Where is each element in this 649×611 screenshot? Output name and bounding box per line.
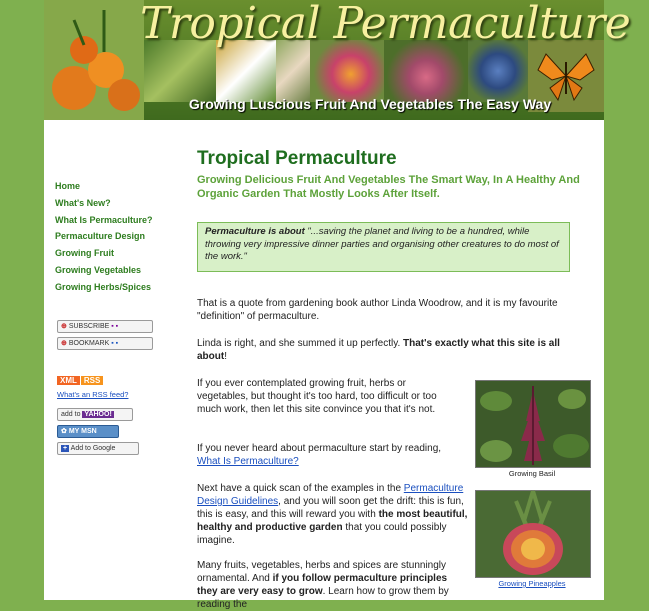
banner-photo-4 bbox=[310, 40, 384, 102]
banner-photo-6 bbox=[468, 40, 528, 102]
subscribe-label: SUBSCRIBE bbox=[68, 323, 110, 330]
nav-home[interactable]: Home bbox=[55, 181, 81, 191]
design-text-b: , and you will soon get the drift: this is fun, this is easy, and this will reward you with bbox=[197, 496, 464, 520]
banner-photo-1 bbox=[144, 40, 216, 102]
xml-rss-badge[interactable] bbox=[57, 375, 113, 386]
xml-badge: XML bbox=[57, 376, 80, 385]
design-text-a: Next have a quick scan of the examples in the bbox=[197, 483, 404, 494]
garden-bold: the most beautiful, healthy and productive garden bbox=[197, 509, 468, 533]
my-msn-button[interactable] bbox=[57, 425, 119, 438]
add-to-label: add to bbox=[61, 411, 81, 418]
basil-caption: Growing Basil bbox=[508, 469, 556, 478]
growing-pineapples-link[interactable]: Growing Pineapples bbox=[498, 579, 566, 588]
sidebar bbox=[55, 178, 195, 296]
paragraph-ornamental bbox=[197, 559, 459, 611]
plus-icon: ⊕ bbox=[61, 340, 67, 347]
pineapple-caption bbox=[475, 579, 589, 588]
add-to-google-label: Add to Google bbox=[70, 445, 116, 452]
nav-whats-new[interactable]: What's New? bbox=[55, 197, 111, 208]
nav-growing-fruit[interactable]: Growing Fruit bbox=[55, 248, 114, 259]
site-purpose-bold: That's exactly what this site is all about bbox=[197, 338, 560, 362]
rss-help-link[interactable]: What's an RSS feed? bbox=[57, 390, 129, 399]
nav-permaculture-design[interactable]: Permaculture Design bbox=[55, 231, 146, 242]
paragraph-quote-source: That is a quote from gardening book author Linda Woodrow, and it is my favourite "definition" of permaculture. bbox=[197, 298, 558, 322]
banner-title: Tropical Permaculture bbox=[140, 0, 631, 49]
page-container bbox=[44, 0, 631, 610]
page-subtitle: Growing Delicious Fruit And Vegetables The Smart Way, In A Healthy And Organic Garden That Mostly Looks After Itself. bbox=[197, 174, 580, 200]
design-guidelines-link[interactable]: Permaculture Design Guidelines bbox=[197, 483, 464, 507]
my-msn-label: MY MSN bbox=[68, 428, 97, 435]
plus-box-icon: + bbox=[63, 445, 68, 452]
paragraph-design-guidelines bbox=[197, 482, 469, 547]
quote-box bbox=[197, 222, 570, 272]
plus-icon: ⊕ bbox=[61, 323, 67, 330]
exclamation: ! bbox=[224, 351, 227, 362]
subscribe-button[interactable] bbox=[57, 320, 153, 333]
nav-growing-vegetables[interactable]: Growing Vegetables bbox=[55, 264, 142, 275]
paragraph-never-heard bbox=[197, 442, 459, 468]
feed-services-icon: ▪ ▪ bbox=[111, 323, 119, 330]
basil-photo[interactable] bbox=[475, 380, 591, 468]
bookmark-services-icon: ▪ ▪ bbox=[111, 340, 119, 347]
what-is-permaculture-link[interactable]: What Is Permaculture? bbox=[197, 456, 299, 467]
quote-text: "...saving the planet and living to be a hundred, while throwing very impressive dinner parties and organising other creatures to do most of the work." bbox=[205, 226, 559, 262]
banner-photo-2 bbox=[216, 40, 276, 102]
nav-growing-herbs-spices[interactable]: Growing Herbs/Spices bbox=[55, 281, 152, 292]
bookmark-label: BOOKMARK bbox=[68, 340, 110, 347]
site-banner bbox=[44, 0, 631, 120]
yahoo-logo: YAHOO! bbox=[84, 411, 112, 418]
quote-lead: Permaculture is about bbox=[205, 226, 305, 237]
page-title: Tropical Permaculture bbox=[197, 148, 397, 169]
ornamental-text-b: . Learn how to grow them by reading the bbox=[197, 586, 449, 610]
ornamental-text-a: Many fruits, vegetables, herbs and spices are stunningly ornamental. And bbox=[197, 560, 447, 584]
paragraph-linda-right bbox=[197, 337, 580, 363]
add-to-google-button[interactable] bbox=[57, 442, 139, 455]
banner-photo-5 bbox=[384, 40, 468, 102]
never-heard-text: If you never heard about permaculture start by reading, bbox=[197, 443, 442, 454]
rss-badge: RSS bbox=[81, 376, 103, 385]
linda-text: Linda is right, and she summed it up perfectly. bbox=[197, 338, 404, 349]
banner-tomatoes-image bbox=[44, 0, 144, 120]
add-to-yahoo-button[interactable] bbox=[57, 408, 133, 421]
banner-tagline: Growing Luscious Fruit And Vegetables The Easy Way bbox=[188, 96, 552, 112]
banner-photo-3 bbox=[276, 40, 310, 102]
design-text-c: that you could possibly imagine. bbox=[197, 522, 447, 546]
pineapple-photo[interactable] bbox=[475, 490, 591, 578]
easy-grow-bold: if you follow permaculture principles they are very easy to grow bbox=[197, 573, 448, 597]
msn-butterfly-icon: ✿ bbox=[61, 428, 67, 435]
paragraph-contemplated: If you ever contemplated growing fruit, herbs or vegetables, but thought it's too hard, too difficult or too much work, then let this site convince you that it's not. bbox=[197, 378, 437, 415]
nav-what-is-permaculture[interactable]: What Is Permaculture? bbox=[55, 214, 153, 225]
bookmark-button[interactable] bbox=[57, 337, 153, 350]
